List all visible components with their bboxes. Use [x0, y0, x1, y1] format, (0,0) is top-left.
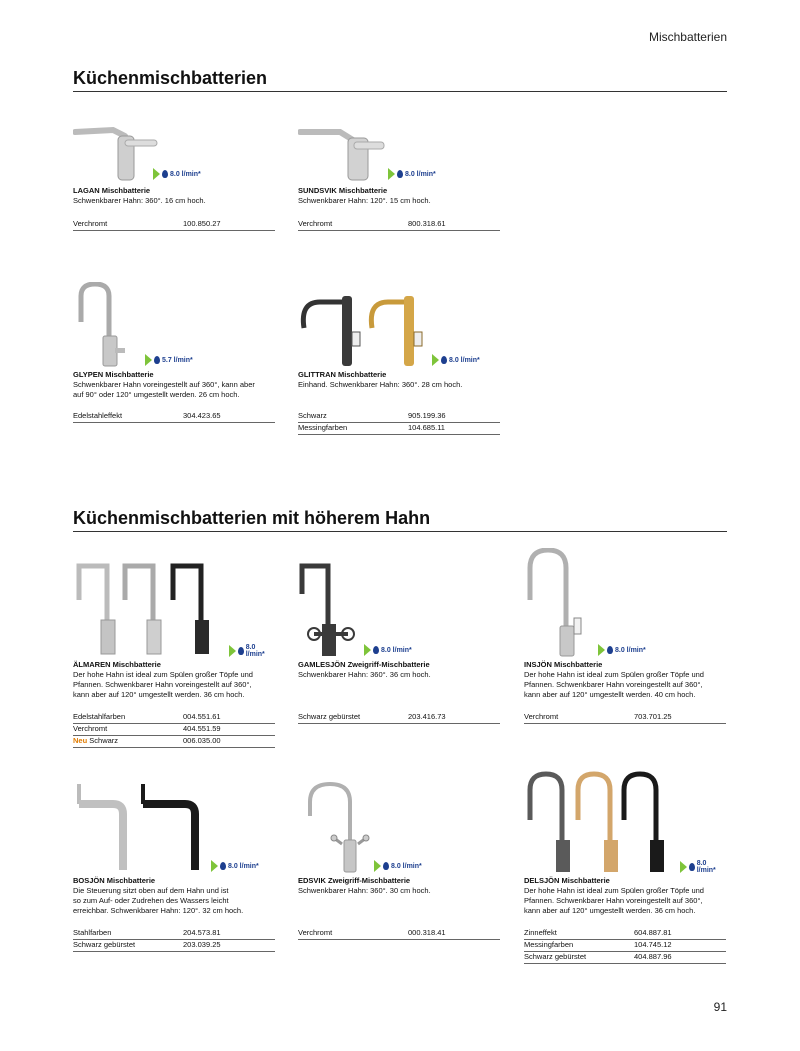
product-image: [298, 560, 500, 658]
eco-triangle-icon: [388, 168, 395, 180]
product-description: so zum Auf- oder Zudrehen des Wassers leicht: [73, 896, 229, 905]
product-gamlesjon: [298, 560, 500, 721]
variant-finish: Verchromt: [524, 712, 559, 721]
product-name: GLITTRAN Mischbatterie: [298, 370, 387, 379]
product-sundsvik: [298, 122, 500, 228]
variant-row: [298, 423, 500, 435]
product-description: Pfannen. Schwenkbarer Hahn voreingestellt auf 360°,: [73, 680, 252, 689]
variant-row: [73, 712, 275, 724]
variant-finish: Edelstahlfarben: [73, 712, 126, 721]
article-number: 404.887.96: [634, 952, 672, 961]
product-name: LAGAN Mischbatterie: [73, 186, 151, 195]
product-bosjon: [73, 782, 275, 949]
product-description: Pfannen. Schwenkbarer Hahn voreingestellt auf 360°,: [524, 896, 703, 905]
variant-list: [524, 712, 726, 724]
variant-row: [73, 724, 275, 736]
variant-row: [73, 928, 275, 940]
eco-triangle-icon: [374, 860, 381, 872]
variant-row: [298, 712, 500, 724]
product-image: [524, 770, 726, 874]
section-rule: [73, 91, 727, 92]
flow-badge: [364, 644, 412, 656]
product-description: kann aber auf 120° umgestellt werden. 40 cm hoch.: [524, 690, 696, 699]
product-description: auf 90° oder 120° umgestellt werden. 26 cm hoch.: [73, 390, 240, 399]
article-number: 703.701.25: [634, 712, 672, 721]
water-drop-icon: [383, 862, 389, 870]
flow-rate: 5.7 l/min*: [162, 356, 193, 364]
product-description: Schwenkbarer Hahn: 360°. 30 cm hoch.: [298, 886, 431, 895]
article-number: 304.423.65: [183, 411, 221, 420]
product-image: [298, 782, 500, 874]
water-drop-icon: [238, 647, 244, 655]
variant-finish: Edelstahleffekt: [73, 411, 123, 420]
water-drop-icon: [607, 646, 613, 654]
water-drop-icon: [373, 646, 379, 654]
product-image: [524, 548, 726, 658]
water-drop-icon: [154, 356, 160, 364]
variant-row: [73, 219, 275, 231]
flow-badge: [598, 644, 646, 656]
product-image: [73, 560, 275, 658]
variant-list: [298, 928, 500, 940]
water-drop-icon: [689, 863, 695, 871]
eco-triangle-icon: [229, 645, 236, 657]
article-number: 100.850.27: [183, 219, 221, 228]
product-description: Schwenkbarer Hahn voreingestellt auf 360°, kann aber: [73, 380, 255, 389]
product-glittran: [298, 282, 500, 432]
faucet-icon: [73, 560, 233, 658]
flow-rate: 8.0 l/min*: [391, 862, 422, 870]
variant-finish: [73, 736, 183, 747]
variant-finish: Messingfarben: [524, 940, 574, 949]
flow-rate: 8.0 l/min*: [170, 170, 201, 178]
faucet-icon: [73, 782, 223, 874]
variant-row: [73, 411, 275, 423]
product-name: GAMLESJÖN Zweigriff-Mischbatterie: [298, 660, 430, 669]
product-image: [298, 282, 500, 368]
flow-rate: 8.0 l/min*: [381, 646, 412, 654]
product-description: Schwenkbarer Hahn: 360°. 16 cm hoch.: [73, 196, 206, 205]
section-title: Küchenmischbatterien mit höherem Hahn: [73, 508, 431, 528]
product-description: erreichbar. Schwenkbarer Hahn: 120°. 32 cm hoch.: [73, 906, 244, 915]
faucet-icon: [524, 548, 614, 658]
page-header: Mischbatterien: [648, 30, 727, 44]
article-number: 905.199.36: [408, 411, 446, 420]
flow-badge: [145, 354, 193, 366]
variant-list: [524, 928, 726, 964]
variant-finish: Schwarz gebürstet: [298, 712, 361, 721]
product-name: GLYPEN Mischbatterie: [73, 370, 154, 379]
article-number: 203.416.73: [408, 712, 446, 721]
product-delsjon: [524, 770, 726, 961]
variant-list: [298, 712, 500, 724]
new-label: Neu: [73, 736, 88, 745]
variant-row: [298, 411, 500, 423]
faucet-icon: [73, 122, 163, 184]
product-description: Der hohe Hahn ist ideal zum Spülen großer Töpfe und: [524, 886, 704, 895]
flow-rate: 8.0 l/min*: [245, 644, 265, 658]
product-description: Der hohe Hahn ist ideal zum Spülen großer Töpfe und: [73, 670, 253, 679]
variant-finish: Verchromt: [298, 219, 333, 228]
page-number: 91: [713, 1000, 727, 1014]
product-insjon: [524, 548, 726, 721]
product-name: DELSJÖN Mischbatterie: [524, 876, 610, 885]
article-number: 404.551.59: [183, 724, 221, 733]
product-image: [73, 122, 275, 184]
flow-badge: [153, 168, 201, 180]
variant-finish: Verchromt: [73, 724, 108, 733]
faucet-icon: [73, 282, 153, 368]
flow-rate: 8.0 l/min*: [615, 646, 646, 654]
product-description: Einhand. Schwenkbarer Hahn: 360°. 28 cm hoch.: [298, 380, 463, 389]
water-drop-icon: [397, 170, 403, 178]
variant-row: [298, 928, 500, 940]
variant-row: [524, 928, 726, 940]
variant-list: [73, 928, 275, 952]
eco-triangle-icon: [432, 354, 439, 366]
variant-finish: Schwarz gebürstet: [524, 952, 587, 961]
flow-rate: 8.0 l/min*: [449, 356, 480, 364]
variant-finish: Messingfarben: [298, 423, 348, 432]
product-description: Pfannen. Schwenkbarer Hahn voreingestellt auf 360°,: [524, 680, 703, 689]
product-description: Die Steuerung sitzt oben auf dem Hahn und ist: [73, 886, 229, 895]
variant-list: [298, 411, 500, 435]
variant-row: [524, 940, 726, 952]
article-number: 000.318.41: [408, 928, 446, 937]
product-image: [73, 782, 275, 874]
product-name: EDSVIK Zweigriff-Mischbatterie: [298, 876, 411, 885]
variant-row: [524, 712, 726, 724]
article-number: 104.745.12: [634, 940, 672, 949]
product-name: SUNDSVIK Mischbatterie: [298, 186, 388, 195]
variant-row: [524, 952, 726, 964]
flow-rate: 8.0 l/min*: [696, 860, 716, 874]
article-number: 800.318.61: [408, 219, 446, 228]
variant-list: [73, 219, 275, 231]
product-description: kann aber auf 120° umgestellt werden. 36 cm hoch.: [73, 690, 245, 699]
eco-triangle-icon: [153, 168, 160, 180]
product-description: Der hohe Hahn ist ideal zum Spülen großer Töpfe und: [524, 670, 704, 679]
product-image: [73, 282, 275, 368]
variant-row: [73, 940, 275, 952]
eco-triangle-icon: [598, 644, 605, 656]
water-drop-icon: [162, 170, 168, 178]
article-number: 203.039.25: [183, 940, 221, 949]
flow-rate: 8.0 l/min*: [405, 170, 436, 178]
variant-row: [73, 736, 275, 748]
variant-finish: Zinneffekt: [524, 928, 557, 937]
article-number: 004.551.61: [183, 712, 221, 721]
eco-triangle-icon: [211, 860, 218, 872]
flow-badge: [388, 168, 436, 180]
product-almaren: [73, 560, 275, 745]
faucet-icon: [524, 770, 684, 874]
product-name: BOSJÖN Mischbatterie: [73, 876, 156, 885]
water-drop-icon: [220, 862, 226, 870]
product-image: [298, 122, 500, 184]
flow-rate: 8.0 l/min*: [228, 862, 259, 870]
article-number: 604.887.81: [634, 928, 672, 937]
flow-badge: [432, 354, 480, 366]
variant-list: [73, 712, 275, 748]
product-name: ÄLMAREN Mischbatterie: [73, 660, 161, 669]
article-number: 006.035.00: [183, 736, 221, 745]
product-description: Schwenkbarer Hahn: 120°. 15 cm hoch.: [298, 196, 431, 205]
variant-finish: Stahlfarben: [73, 928, 112, 937]
faucet-icon: [298, 282, 438, 368]
variant-row: [298, 219, 500, 231]
faucet-icon: [298, 122, 388, 184]
product-description: Schwenkbarer Hahn: 360°. 36 cm hoch.: [298, 670, 431, 679]
section-title: Küchenmischbatterien: [73, 68, 268, 88]
eco-triangle-icon: [680, 861, 687, 873]
product-lagan: [73, 122, 275, 228]
product-edsvik: [298, 782, 500, 937]
product-name: INSJÖN Mischbatterie: [524, 660, 603, 669]
product-description: kann aber auf 120° umgestellt werden. 36 cm hoch.: [524, 906, 696, 915]
article-number: 204.573.81: [183, 928, 221, 937]
flow-badge: [374, 860, 422, 872]
eco-triangle-icon: [364, 644, 371, 656]
variant-finish: Schwarz gebürstet: [73, 940, 136, 949]
variant-list: [73, 411, 275, 423]
variant-finish: Verchromt: [73, 219, 108, 228]
variant-finish-text: Schwarz: [89, 736, 119, 745]
flow-badge: [680, 860, 726, 874]
water-drop-icon: [441, 356, 447, 364]
flow-badge: [211, 860, 259, 872]
variant-list: [298, 219, 500, 231]
product-glypen: [73, 282, 275, 420]
variant-finish: Verchromt: [298, 928, 333, 937]
variant-finish: Schwarz: [298, 411, 327, 420]
section-rule: [73, 531, 727, 532]
article-number: 104.685.11: [408, 423, 445, 432]
flow-badge: [229, 644, 275, 658]
eco-triangle-icon: [145, 354, 152, 366]
